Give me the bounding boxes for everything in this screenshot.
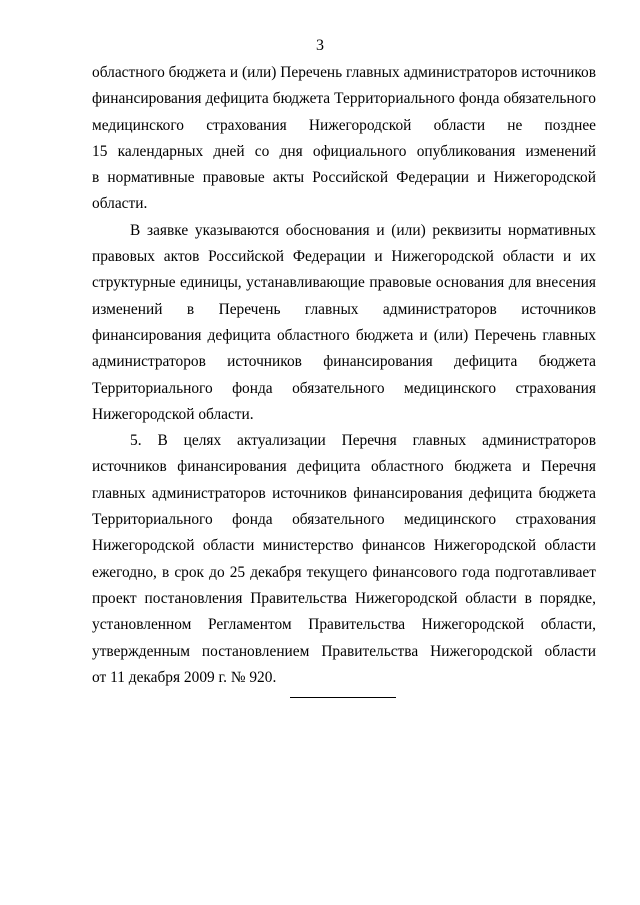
paragraph-3-line-4: Территориального фонда обязательного медицинского страхования	[92, 511, 596, 529]
paragraph-3-line-6: ежегодно, в срок до 25 декабря текущего финансового года подготавливает	[92, 563, 596, 581]
page-number: 3	[316, 37, 324, 54]
paragraph-2-line-2: правовых актов Российской Федерации и Нижегородской области и их	[92, 248, 596, 266]
paragraph-1-line-2: финансирования дефицита бюджета Территориального фонда обязательного	[92, 90, 596, 108]
paragraph-2-line-7: Территориального фонда обязательного медицинского страхования	[92, 379, 596, 397]
paragraph-2-line-8: Нижегородской области.	[92, 405, 254, 423]
paragraph-3-line-2: источников финансирования дефицита областного бюджета и Перечня	[92, 458, 596, 476]
paragraph-2-line-6: администраторов источников финансирования дефицита бюджета	[92, 353, 596, 371]
paragraph-2-line-5: финансирования дефицита областного бюджета и (или) Перечень главных	[92, 326, 596, 344]
paragraph-1-line-6: области.	[92, 195, 148, 213]
paragraph-1-line-4: 15 календарных дней со дня официального опубликования изменений	[92, 142, 596, 160]
paragraph-1-line-5: в нормативные правовые акты Российской Федерации и Нижегородской	[92, 169, 596, 187]
paragraph-3-line-1: 5. В целях актуализации Перечня главных администраторов	[130, 432, 596, 450]
paragraph-2-line-3: структурные единицы, устанавливающие правовые основания для внесения	[92, 274, 596, 292]
end-separator-line	[290, 697, 396, 698]
paragraph-3-line-3: главных администраторов источников финансирования дефицита бюджета	[92, 484, 596, 502]
paragraph-3-line-7: проект постановления Правительства Нижегородской области в порядке,	[92, 589, 596, 607]
paragraph-1-line-3: медицинского страхования Нижегородской области не позднее	[92, 116, 596, 134]
paragraph-2-line-4: изменений в Перечень главных администраторов источников	[92, 300, 596, 318]
paragraph-3-line-10: от 11 декабря 2009 г. № 920.	[92, 668, 277, 686]
paragraph-2-line-1: В заявке указываются обоснования и (или) реквизиты нормативных	[130, 221, 596, 239]
paragraph-3-line-8: установленном Регламентом Правительства Нижегородской области,	[92, 616, 596, 634]
paragraph-3-line-5: Нижегородской области министерство финансов Нижегородской области	[92, 537, 596, 555]
paragraph-3-line-9: утвержденным постановлением Правительства Нижегородской области	[92, 642, 596, 660]
paragraph-1-line-1: областного бюджета и (или) Перечень главных администраторов источников	[92, 64, 596, 81]
body-text	[92, 60, 596, 691]
